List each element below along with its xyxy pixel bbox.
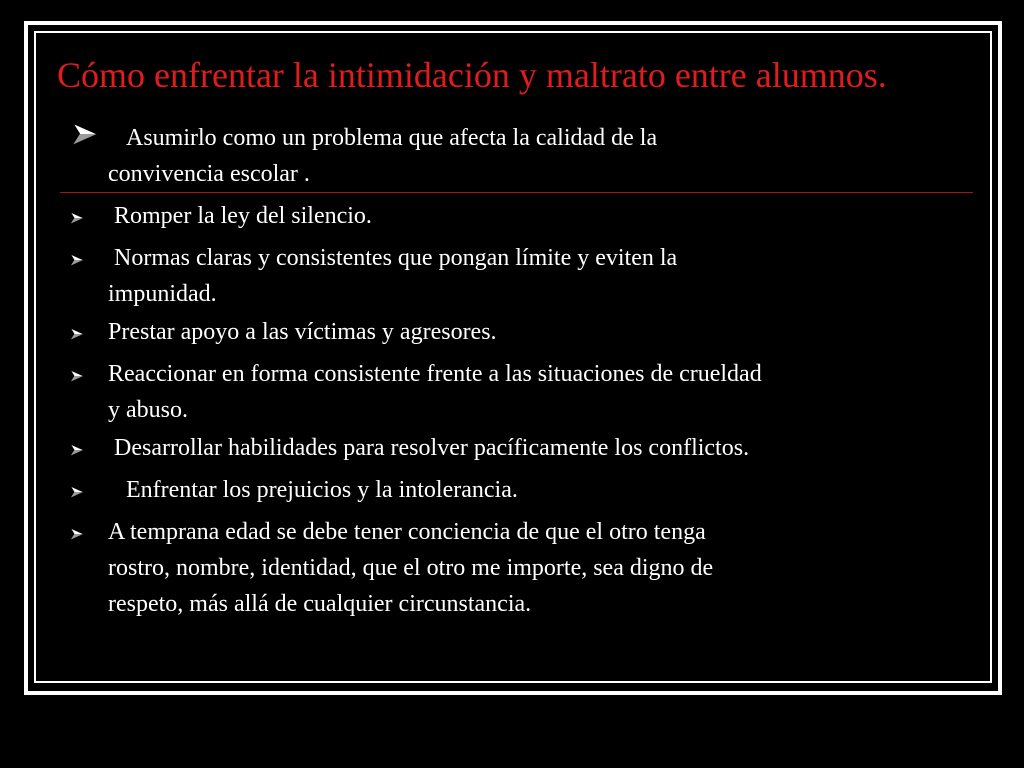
arrowhead-bullet-icon <box>70 444 84 456</box>
arrowhead-bullet-icon <box>70 328 84 340</box>
divider-line <box>60 192 973 193</box>
arrowhead-bullet-icon <box>70 370 84 382</box>
bullet-text: Normas claras y consistentes que pongan límite y eviten la impunidad. <box>108 245 678 307</box>
bullet-text: Enfrentar los prejuicios y la intolerancia. <box>108 477 518 503</box>
arrowhead-bullet-icon <box>70 212 84 224</box>
arrowhead-bullet-icon <box>70 528 84 540</box>
arrowhead-bullet-icon <box>70 254 84 266</box>
bullet-text: Romper la ley del silencio. <box>108 203 372 229</box>
arrowhead-bullet-icon <box>72 122 98 146</box>
bullet-text: A temprana edad se debe tener conciencia de que el otro tenga rostro, nombre, identidad, que el otro me importe, sea digno de respeto, más allá de cualquier circunstancia. <box>108 519 714 617</box>
slide-title: Cómo enfrentar la intimidación y maltrato entre alumnos. <box>57 55 887 95</box>
bullet-text: Reaccionar en forma consistente frente a las situaciones de crueldad y abuso. <box>108 361 762 423</box>
bullet-text: Prestar apoyo a las víctimas y agresores. <box>108 319 497 345</box>
bullet-text: Desarrollar habilidades para resolver pacíficamente los conflictos. <box>108 435 750 461</box>
bullet-text: Asumirlo como un problema que afecta la calidad de la convivencia escolar . <box>108 125 658 187</box>
arrowhead-bullet-icon <box>70 486 84 498</box>
